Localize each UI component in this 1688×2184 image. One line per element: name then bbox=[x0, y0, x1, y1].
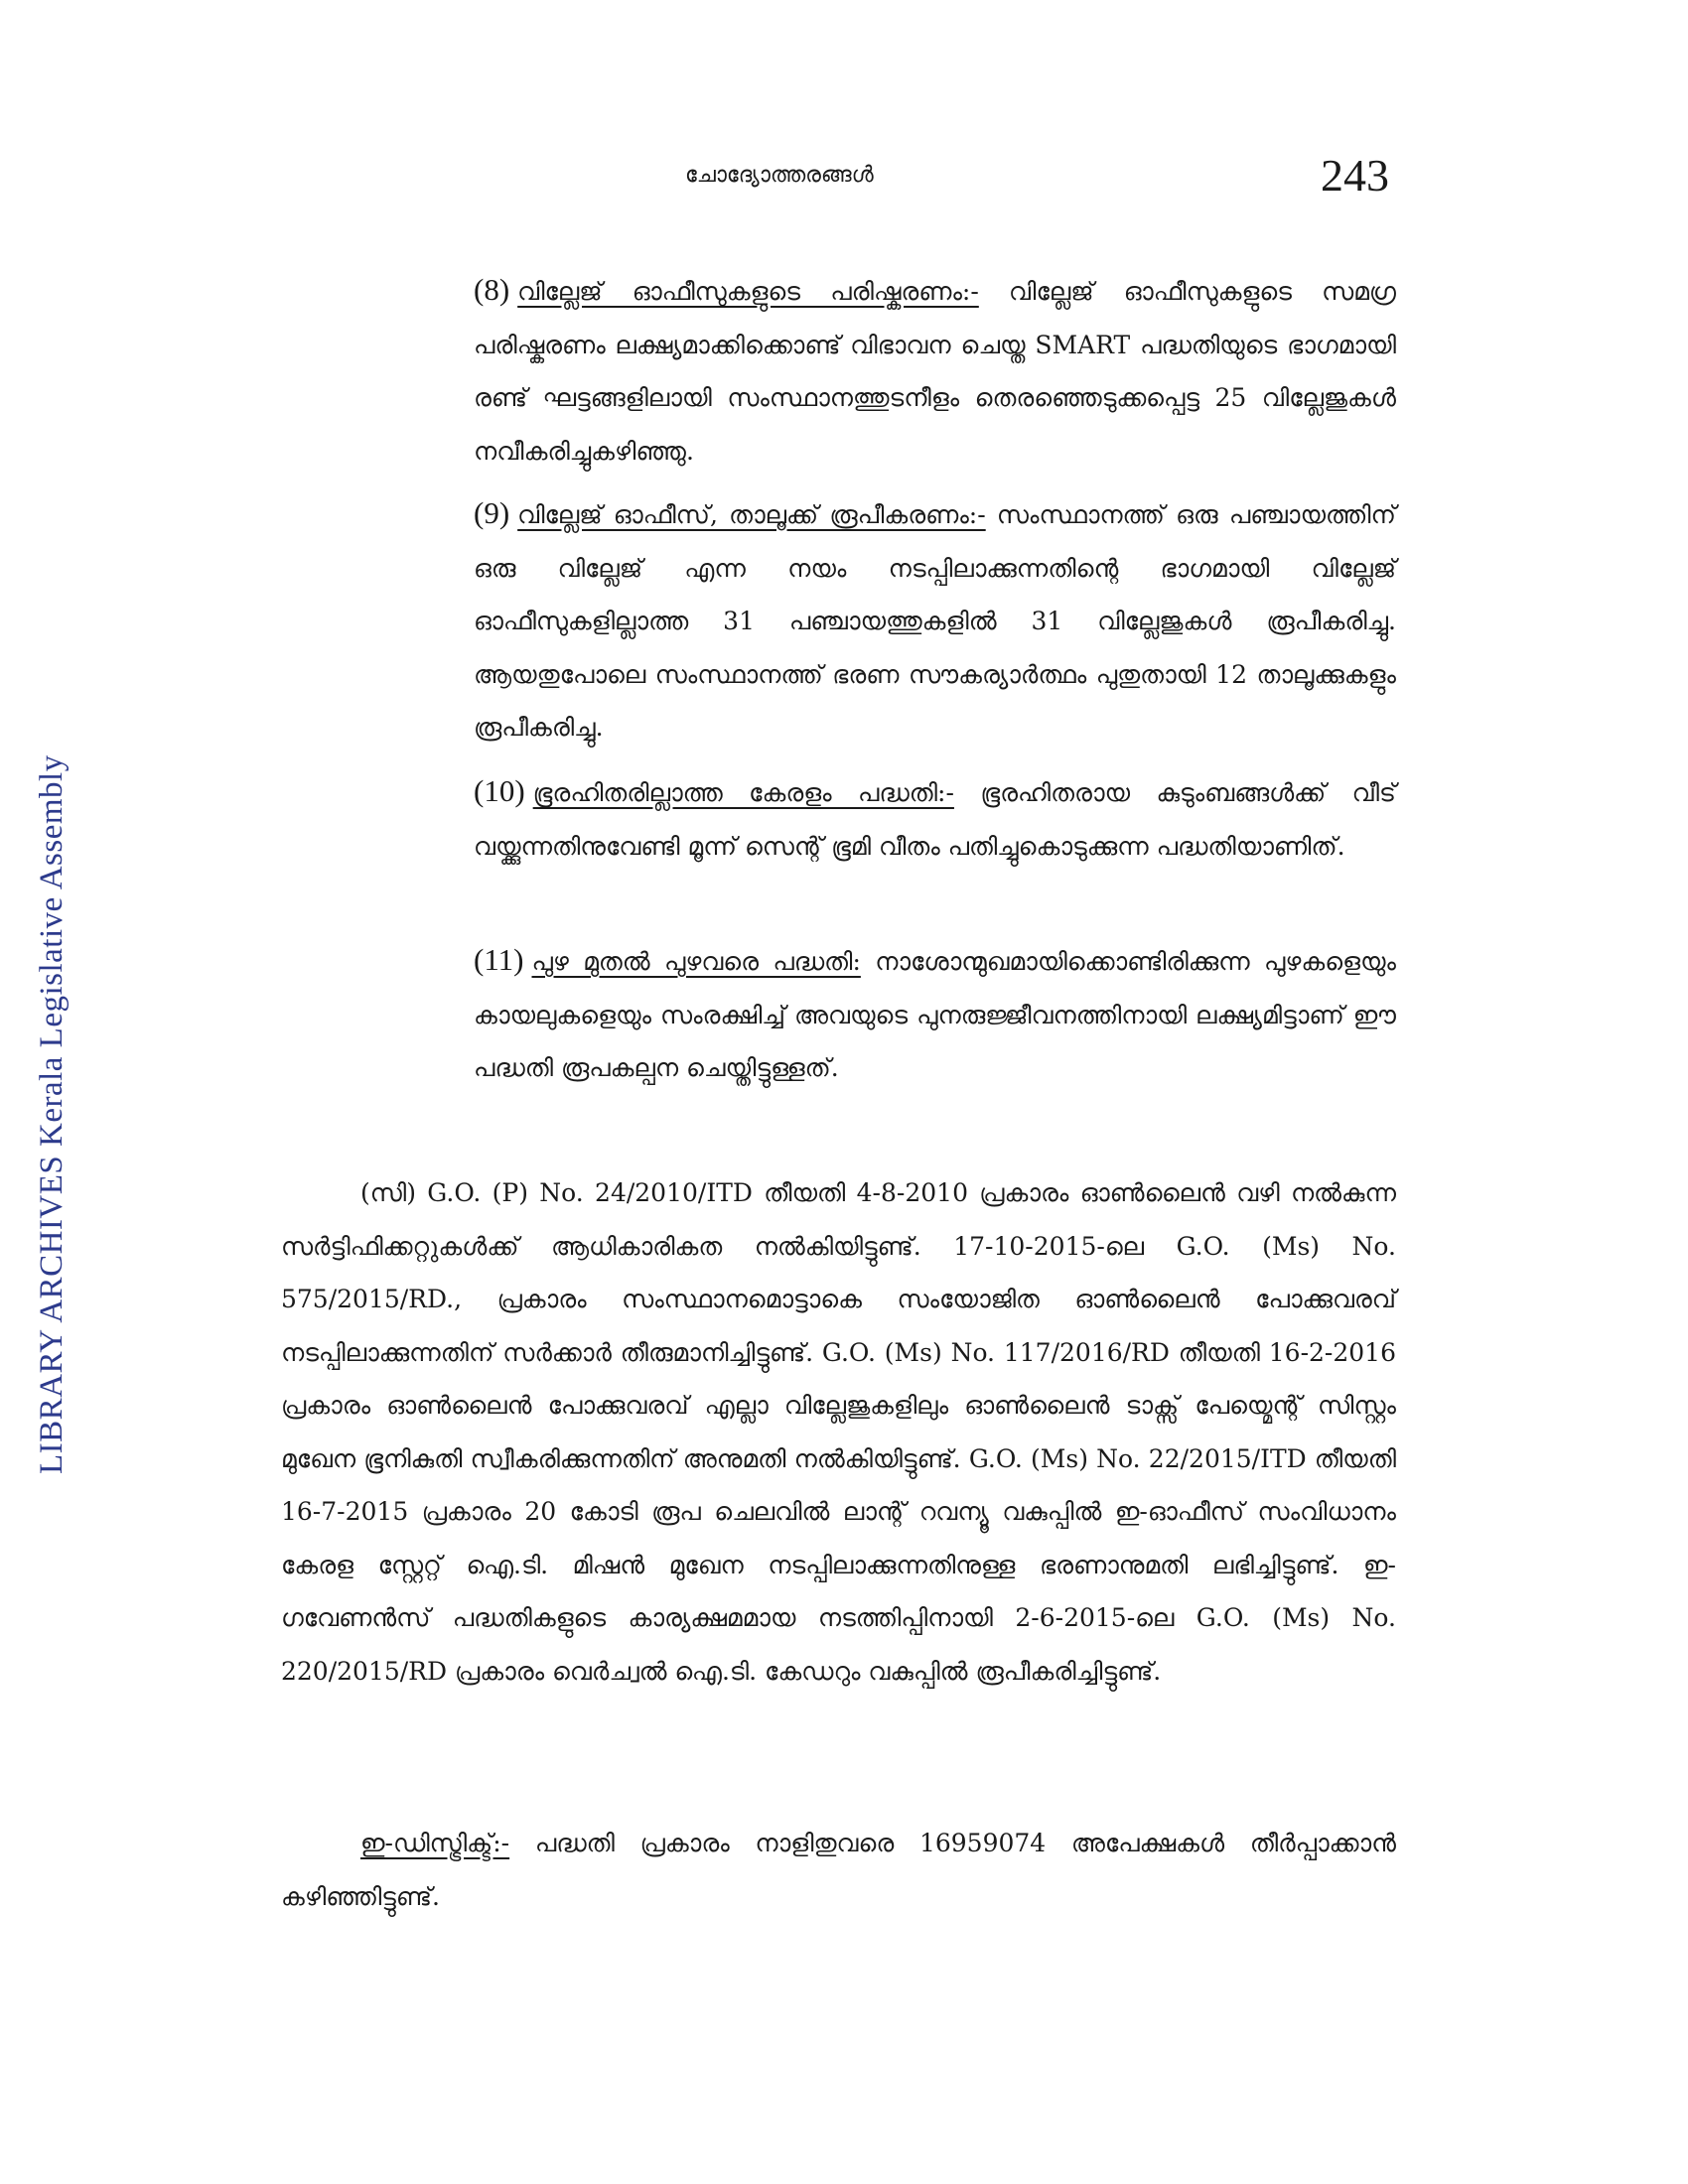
item-number: (11) bbox=[474, 942, 524, 977]
edistrict-heading: ഇ-ഡിസ്ട്രിക്ട്:- bbox=[360, 1829, 510, 1857]
edistrict-paragraph bbox=[281, 1817, 1396, 1923]
item-body: ഭൂരഹിതരായ കുടുംബങ്ങൾക്ക് വീട് വയ്ക്കുന്നതിനുവേണ്ടി മൂന്ന് സെന്റ് ഭൂമി വീതം പതിച്ചുകൊടുക്കുന്ന പദ്ധതിയാണിത്. bbox=[474, 778, 1397, 861]
item-number: (10) bbox=[474, 773, 525, 808]
list-item bbox=[474, 933, 1396, 1095]
running-title: ചോദ്യോത്തരങ്ങൾ bbox=[685, 163, 874, 188]
item-number: (9) bbox=[474, 495, 510, 530]
item-body: വില്ലേജ് ഓഫീസുകളുടെ സമഗ്ര പരിഷ്കരണം ലക്ഷ്യമാക്കിക്കൊണ്ട് വിഭാവന ചെയ്ത SMART പദ്ധതിയുടെ ഭാഗമായി രണ്ട് ഘട്ടങ്ങളിലായി സംസ്ഥാനത്തുടനീളം തെരഞ്ഞെടുക്കപ്പെട്ട 25 വില്ലേജുകൾ നവീകരിച്ചുകഴിഞ്ഞു. bbox=[474, 277, 1396, 466]
archive-watermark: LIBRARY ARCHIVES Kerala Legislative Assembly bbox=[34, 754, 70, 1474]
item-heading: വില്ലേജ് ഓഫീസുകളുടെ പരിഷ്കരണം:- bbox=[517, 277, 979, 306]
item-body: സംസ്ഥാനത്ത് ഒരു പഞ്ചായത്തിന് ഒരു വില്ലേജ് എന്ന നയം നടപ്പിലാക്കുന്നതിന്റെ ഭാഗമായി വില്ലേജ് ഓഫീസുകളില്ലാത്ത 31 പഞ്ചായത്തുകളിൽ 31 വില്ലേജുകൾ രൂപീകരിച്ചു. ആയതുപോലെ സംസ്ഥാനത്ത് ഭരണ സൗകര്യാർത്ഥം പുതുതായി 12 താലൂക്കുകളും രൂപീകരിച്ചു. bbox=[474, 500, 1396, 742]
paragraph-c-text: (സി) G.O. (P) No. 24/2010/ITD തീയതി 4-8-2010 പ്രകാരം ഓൺലൈൻ വഴി നൽകുന്ന സർട്ടിഫിക്കറ്റുകൾക്ക് ആധികാരികത നൽകിയിട്ടുണ്ട്. 17-10-2015-ലെ G.O. (Ms) No. 575/2015/RD., പ്രകാരം സംസ്ഥാനമൊട്ടാകെ സംയോജിത ഓൺലൈൻ പോക്കുവരവ് നടപ്പിലാക്കുന്നതിന് സർക്കാർ തീരുമാനിച്ചിട്ടുണ്ട്. G.O. (Ms) No. 117/2016/RD തീയതി 16-2-2016 പ്രകാരം ഓൺലൈൻ പോക്കുവരവ് എല്ലാ വില്ലേജുകളിലും ഓൺലൈൻ ടാക്സ് പേയ്മെന്റ് സിസ്റ്റം മുഖേന ഭൂനികുതി സ്വീകരിക്കുന്നതിന് അനുമതി നൽകിയിട്ടുണ്ട്. G.O. (Ms) No. 22/2015/ITD തീയതി 16-7-2015 പ്രകാരം 20 കോടി രൂപ ചെലവിൽ ലാന്റ് റവന്യൂ വകുപ്പിൽ ഇ-ഓഫീസ് സംവിധാനം കേരള സ്റ്റേറ്റ് ഐ.ടി. മിഷൻ മുഖേന നടപ്പിലാക്കുന്നതിനുള്ള ഭരണാനുമതി ലഭിച്ചിട്ടുണ്ട്. ഇ-ഗവേണൻസ് പദ്ധതികളുടെ കാര്യക്ഷമമായ നടത്തിപ്പിനായി 2-6-2015-ലെ G.O. (Ms) No. 220/2015/RD പ്രകാരം വെർച്വൽ ഐ.ടി. കേഡറും വകുപ്പിൽ രൂപീകരിച്ചിട്ടുണ്ട്. bbox=[281, 1178, 1396, 1686]
edistrict-body: പദ്ധതി പ്രകാരം നാളിതുവരെ 16959074 അപേക്ഷകൾ തീർപ്പാക്കാൻ കഴിഞ്ഞിട്ടുണ്ട്. bbox=[281, 1829, 1396, 1911]
item-number: (8) bbox=[474, 272, 510, 307]
list-item bbox=[474, 486, 1396, 754]
list-item bbox=[474, 263, 1396, 478]
item-heading: പുഴ മുതൽ പുഴവരെ പദ്ധതി: bbox=[531, 947, 861, 976]
page-number: 243 bbox=[1321, 150, 1389, 201]
item-body: നാശോന്മുഖമായിക്കൊണ്ടിരിക്കുന്ന പുഴകളെയും കായലുകളെയും സംരക്ഷിച്ച് അവയുടെ പുനരുജ്ജീവനത്തിനായി ലക്ഷ്യമിട്ടാണ് ഈ പദ്ധതി രൂപകല്പന ചെയ്തിട്ടുള്ളത്. bbox=[474, 947, 1396, 1082]
list-item bbox=[474, 764, 1396, 873]
paragraph-c bbox=[281, 1166, 1396, 1698]
item-heading: വില്ലേജ് ഓഫീസ്, താലൂക്ക് രൂപീകരണം:- bbox=[517, 500, 986, 529]
item-heading: ഭൂരഹിതരില്ലാത്ത കേരളം പദ്ധതി:- bbox=[532, 778, 954, 807]
